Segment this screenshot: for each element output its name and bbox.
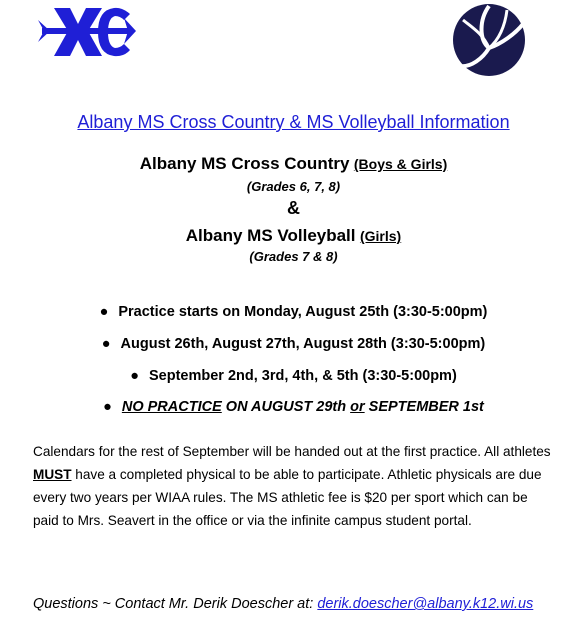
paragraph-text-2: have a completed physical to be able to participate. Athletic physicals are due every two years per WIAA rules. The MS athletic fee is $20 per sport which can be paid to Mrs. Seavert in the office or via the infinite campus student portal. — [33, 467, 542, 528]
contact-text: Questions ~ Contact Mr. Derik Doescher at: — [33, 596, 318, 612]
xc-heading-line — [0, 154, 587, 174]
contact-email-link[interactable]: derik.doescher@albany.k12.wi.us — [317, 596, 534, 612]
info-paragraph — [33, 440, 557, 532]
no-practice-label: NO PRACTICE — [121, 399, 222, 415]
xc-who: (Boys & Girls) — [353, 156, 448, 172]
ampersand: & — [287, 198, 300, 218]
bullet-text: Practice starts on Monday, August 25th (3:30-5:00pm) — [118, 304, 488, 320]
bullet-september-dates: ● September 2nd, 3rd, 4th, & 5th (3:30-5:00pm) — [130, 368, 457, 384]
no-practice-date2: SEPTEMBER 1st — [364, 399, 484, 415]
xc-logo — [38, 4, 136, 60]
volleyball-icon — [449, 0, 529, 80]
page-title[interactable]: Albany MS Cross Country & MS Volleyball Information — [77, 112, 510, 132]
no-practice-or: or — [350, 399, 365, 415]
vb-heading-line — [0, 226, 587, 246]
bullet-text: August 26th, August 27th, August 28th (3:30-5:00pm) — [120, 336, 486, 352]
xc-name: Albany MS Cross Country — [139, 154, 350, 173]
vb-who: (Girls) — [359, 228, 402, 244]
paragraph-text-1: Calendars for the rest of September will be handed out at the first practice. All athletes — [33, 444, 551, 459]
bullet-text: September 2nd, 3rd, 4th, & 5th (3:30-5:00pm) — [148, 368, 457, 384]
vb-grades: (Grades 7 & 8) — [249, 249, 338, 264]
no-practice-date1: ON AUGUST 29th — [221, 399, 351, 415]
bullet-practice-start: ● Practice starts on Monday, August 25th (3:30-5:00pm) — [99, 304, 488, 320]
bullet-no-practice: ● NO PRACTICE ON AUGUST 29th or SEPTEMBER 1st — [103, 399, 484, 415]
must-emphasis: MUST — [33, 467, 72, 482]
vb-name: Albany MS Volleyball — [185, 226, 356, 245]
xc-grades: (Grades 6, 7, 8) — [246, 179, 341, 194]
bullet-august-dates: ● August 26th, August 27th, August 28th (3:30-5:00pm) — [101, 336, 486, 352]
contact-line — [33, 596, 573, 612]
